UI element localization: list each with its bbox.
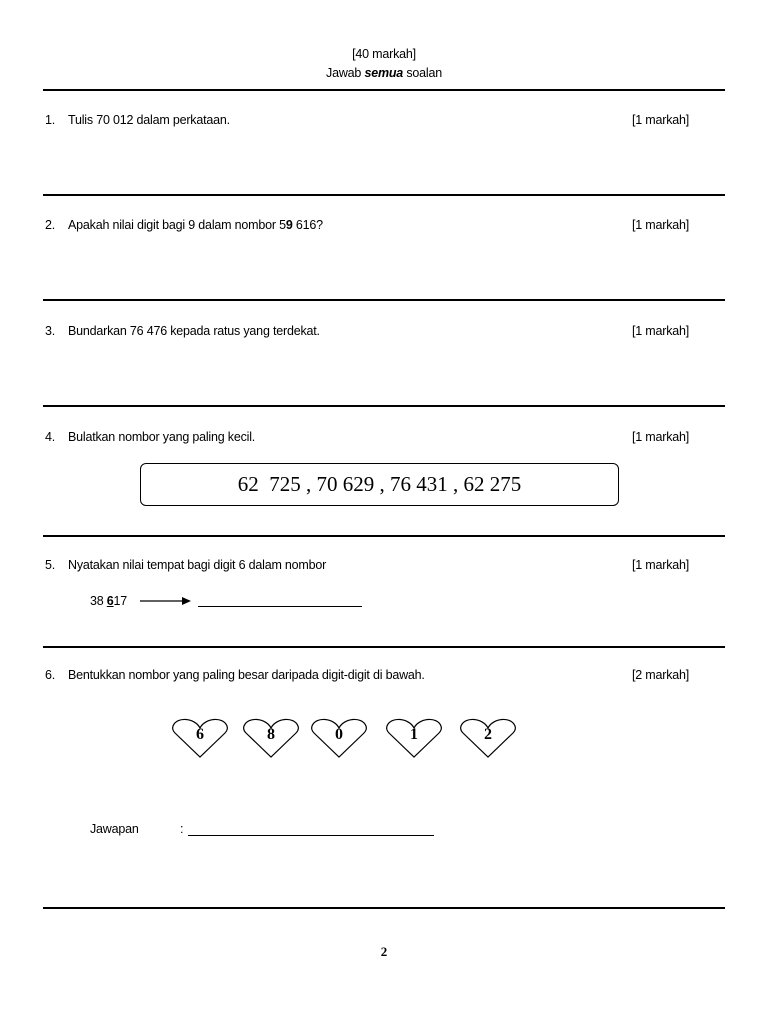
- divider: [43, 405, 725, 407]
- question-2-text: [68, 218, 323, 232]
- heart-digit-card: [242, 716, 300, 760]
- digit-label: 6: [196, 726, 204, 743]
- question-5-text: Nyatakan nilai tempat bagi digit 6 dalam nombor: [68, 558, 327, 572]
- question-2-number: 2.: [45, 218, 56, 232]
- question-5-number-value: [90, 594, 127, 608]
- digit-label: 1: [410, 726, 418, 743]
- heart-digit-card: [310, 716, 368, 760]
- question-1-number: 1.: [45, 113, 56, 127]
- digit-label: 2: [484, 726, 492, 743]
- answer-blank[interactable]: [188, 835, 434, 836]
- question-6-number: 6.: [45, 668, 56, 682]
- question-5-marks: [1 markah]: [632, 558, 690, 572]
- question-4-text: Bulatkan nombor yang paling kecil.: [68, 430, 256, 444]
- number-choices-box: 62 725 , 70 629 , 76 431 , 62 275: [140, 463, 619, 506]
- divider: [43, 646, 725, 648]
- instruction-prefix: Jawab: [326, 66, 362, 80]
- instruction-emphasis: semua: [364, 66, 404, 80]
- divider: [43, 89, 725, 91]
- question-4-marks: [1 markah]: [632, 430, 690, 444]
- arrow-right-icon: [140, 594, 192, 606]
- question-2-text-after: 616?: [292, 218, 323, 232]
- page-number: 2: [380, 944, 388, 959]
- question-6-text: Bentukkan nombor yang paling besar daripada digit-digit di bawah.: [68, 668, 425, 682]
- number-before: 38: [90, 594, 107, 608]
- divider: [43, 907, 725, 909]
- instruction: [0, 66, 768, 80]
- divider: [43, 194, 725, 196]
- question-5-number: 5.: [45, 558, 56, 572]
- question-2-text-before: Apakah nilai digit bagi 9 dalam nombor 5: [68, 218, 286, 232]
- question-2-marks: [1 markah]: [632, 218, 690, 232]
- number-after: 17: [113, 594, 128, 608]
- underlined-digit: 6: [106, 594, 114, 608]
- question-3-marks: [1 markah]: [632, 324, 690, 338]
- question-6-marks: [2 markah]: [632, 668, 690, 682]
- heart-digit-card: [385, 716, 443, 760]
- instruction-suffix: soalan: [406, 66, 442, 80]
- total-marks: [40 markah]: [352, 47, 416, 61]
- heart-digit-card: [459, 716, 517, 760]
- heart-digit-card: [171, 716, 229, 760]
- question-2-bold-digit: 9: [285, 218, 293, 232]
- answer-blank[interactable]: [198, 606, 362, 607]
- question-1-text: Tulis 70 012 dalam perkataan.: [68, 113, 230, 127]
- digit-label: 8: [267, 726, 275, 743]
- question-4-number: 4.: [45, 430, 56, 444]
- divider: [43, 535, 725, 537]
- answer-colon: :: [180, 822, 184, 836]
- divider: [43, 299, 725, 301]
- question-3-number: 3.: [45, 324, 56, 338]
- answer-label: Jawapan: [90, 822, 139, 836]
- digit-label: 0: [335, 726, 343, 743]
- question-3-text: Bundarkan 76 476 kepada ratus yang terdekat.: [68, 324, 320, 338]
- question-1-marks: [1 markah]: [632, 113, 690, 127]
